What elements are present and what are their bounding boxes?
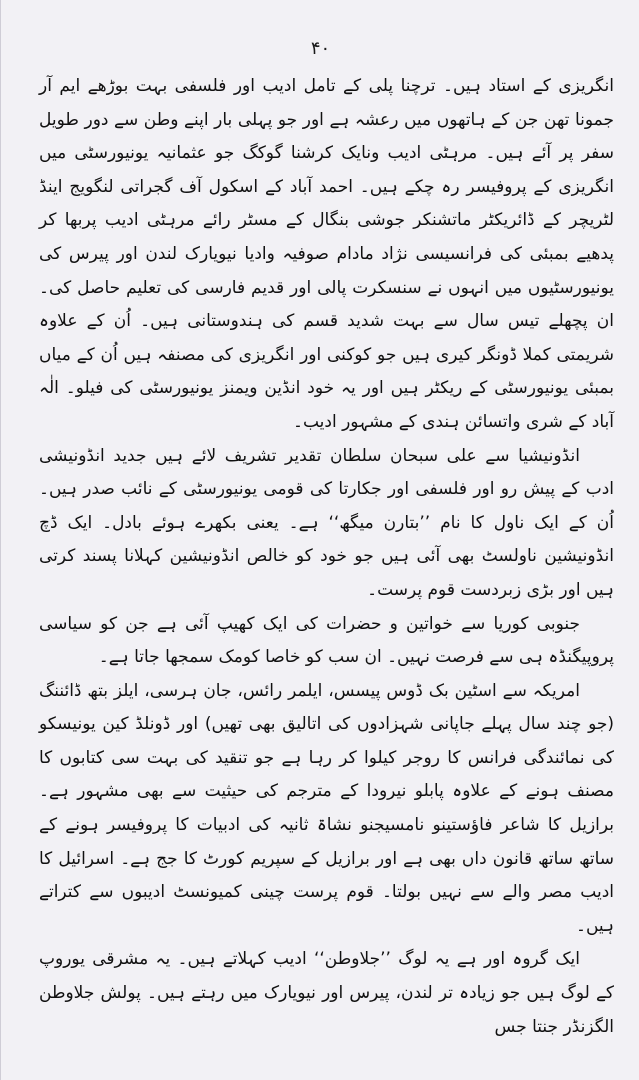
body-text	[39, 70, 614, 1044]
paragraph-5: ایک گروہ اور ہے یہ لوگ ’’جلاوطن‘‘ ادیب کہلاتے ہیں۔ یہ مشرقی یوروپ کے لوگ ہیں جو زیادہ تر لندن، پیرس اور نیویارک میں رہتے ہیں۔ پولش جلاوطن الگزنڈر جنتا جس	[39, 949, 614, 1037]
page-number: ۴۰	[310, 38, 331, 59]
paragraph-2: انڈونیشیا سے علی سبحان سلطان تقدیر تشریف لائے ہیں جدید انڈونیشی ادب کے پیش رو اور فلسفی اور جکارتا کی قومی یونیورسٹی کے نائب صدر ہیں۔ اُن کے ایک ناول کا نام ’’بتارن میگھ‘‘ ہے۔ یعنی بکھرے ہوئے بادل۔ ایک ڈچ انڈونیشین ناولسٹ بھی آئی ہیں جو خود کو خالص انڈونیشین کہلانا پسند کرتی ہیں اور بڑی زبردست قوم پرست۔	[39, 445, 614, 600]
paragraph-3: جنوبی کوریا سے خواتین و حضرات کی ایک کھیپ آئی ہے جن کو سیاسی پروپیگنڈہ ہی سے فرصت نہیں۔ ان سب کو خاصا کومک سمجھا جاتا ہے۔	[39, 613, 614, 668]
paragraph-1: انگریزی کے استاد ہیں۔ ترچنا پلی کے تامل ادیب اور فلسفی بہت بوڑھے ایم آر جمونا تھن جن کے ہاتھوں میں رعشہ ہے اور جو پہلی بار اپنے وطن سے دور طویل سفر پر آئے ہیں۔ مرہٹی ادیب ونایک کرشنا گوکگ جو عثمانیہ یونیورسٹی میں انگریزی کے پروفیسر رہ چکے ہیں۔ احمد آباد کے اسکول آف گجراتی لنگویج اینڈ لٹریچر کے ڈائریکٹر ماتشنکر جوشی بنگال کے مسٹر رائے مرہٹی ادیب پربھا کر پدھیے بمبئی کی فرانسیسی نژاد مادام صوفیہ وادیا نیویارک لندن اور پیرس کی یونیورسٹیوں میں انہوں نے سنسکرت پالی اور قدیم فارسی کی تعلیم حاصل کی۔ ان پچھلے تیس سال سے بہت شدید قسم کی ہندوستانی ہیں۔ اُن کے علاوہ شریمتی کملا ڈونگر کیری ہیں جو کوکنی اور انگریزی کی مصنفہ ہیں اُن کے میاں بمبئی یونیورسٹی کے ریکٹر ہیں اور یہ خود انڈین ویمنز یونیورسٹی کی فیلو۔ الٰہ آباد کے شری واتسائن ہندی کے مشہور ادیب۔	[39, 76, 614, 432]
paragraph-4: امریکہ سے اسٹین بک ڈوس پیسس، ایلمر رائس، جان ہرسی، ایلز بتھ ڈائننگ (جو چند سال پہلے جاپانی شہزادوں کی اتالیق بھی تھیں) اور ڈونلڈ کین یونیسکو کی نمائندگی فرانس کا روجر کیلوا کر رہا ہے جو تنقید کی بہت سی کتابوں کا مصنف ہونے کے علاوہ پابلو نیرودا کے مترجم کی حیثیت سے بھی مشہور ہے۔ برازیل کا شاعر فاؤستینو نامسیجنو نشاۃ ثانیہ کی ادبیات کا پروفیسر ہونے کے ساتھ ساتھ قانون داں بھی ہے اور برازیل کے سپریم کورٹ کا جج ہے۔ اسرائیل کا ادیب مصر والے سے نہیں بولتا۔ قوم پرست چینی کمیونسٹ ادیبوں سے کتراتے ہیں۔	[39, 680, 614, 936]
